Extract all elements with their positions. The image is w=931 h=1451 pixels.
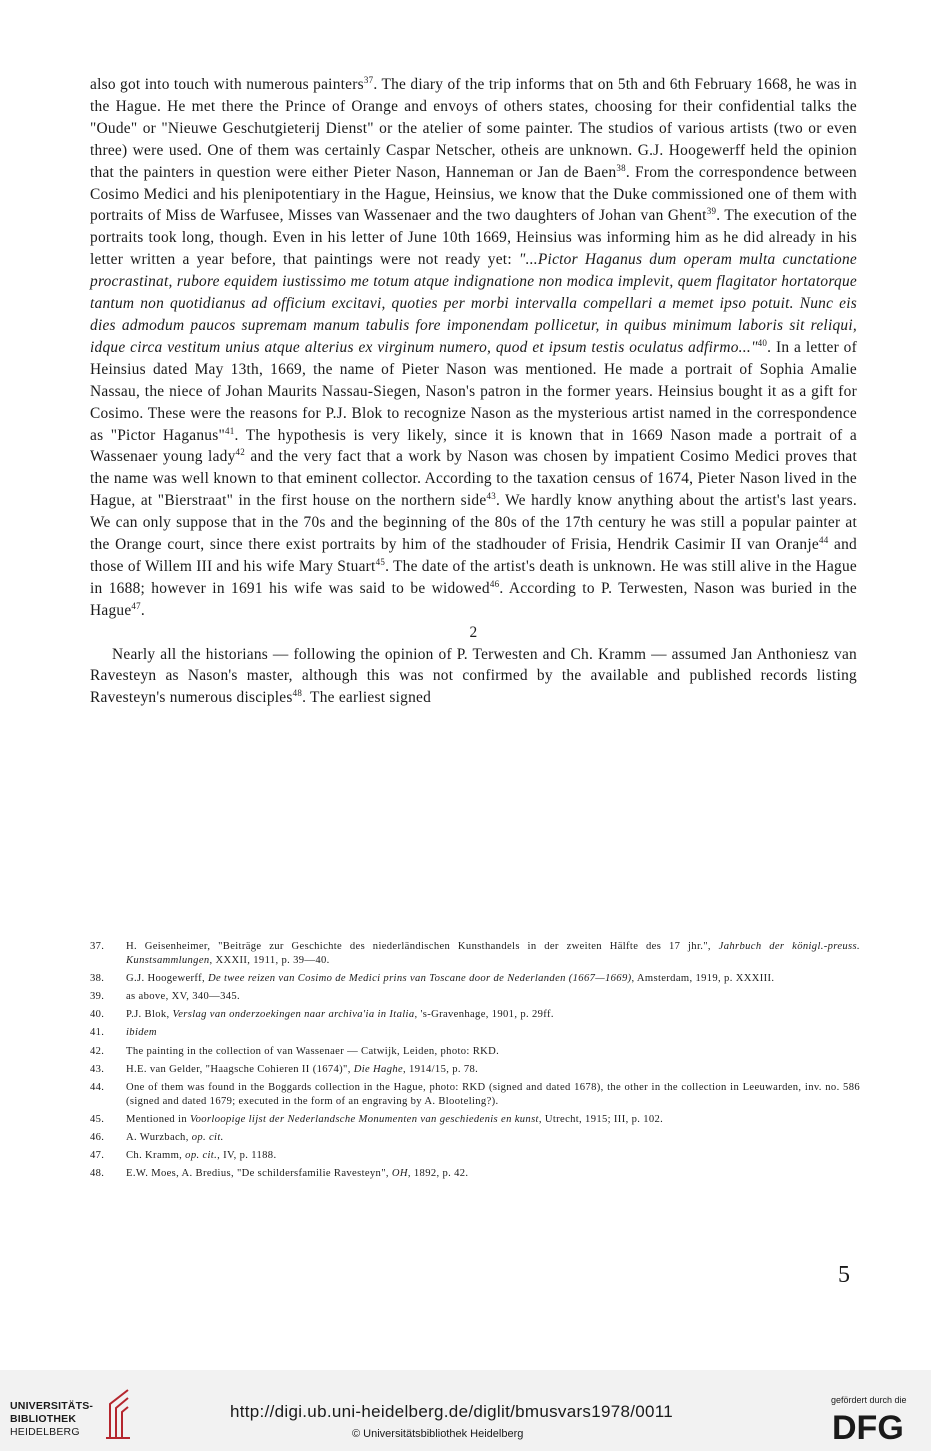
footnote (90, 1081, 860, 1109)
footnote-number: 45. (90, 1113, 105, 1125)
footnote-text: One of them was found in the Boggards collection in the Hague, photo: RKD (signed and dated 1678), the other in the collection in Leeuwarden, inv. no. 586 (signed and dated 1679; executed in the form of an engraving by A. Blooteling?). (126, 1081, 860, 1107)
footnote (90, 1167, 860, 1181)
footnote-number: 37. (90, 941, 105, 952)
library-name-line3: HEIDELBERG (10, 1426, 80, 1438)
footnote-ref[interactable]: 44 (818, 535, 829, 546)
footnote (90, 1026, 860, 1040)
footnote-number: 40. (90, 1009, 105, 1021)
footnote-number: 48. (90, 1168, 105, 1180)
paragraph-2 (90, 644, 857, 710)
footnote-title: Jahrbuch der königl.-preuss. Kunstsammlungen (126, 941, 860, 967)
footnote (90, 1008, 860, 1022)
footnote-ref[interactable]: 47 (131, 600, 141, 611)
footnote-number: 46. (90, 1132, 105, 1144)
dfg-logo-text: DFG (832, 1409, 904, 1443)
text-span: . According to P. Terwesten, Nason was buried in the Hague (90, 579, 857, 619)
footnote-title: Die Haghe (353, 1063, 404, 1075)
footnote-number: 42. (90, 1045, 105, 1057)
footnote-ref[interactable]: 41 (225, 425, 235, 436)
footnote-title: Voorloopige lijst der Nederlandsche Monumenten van geschiedenis en kunst (190, 1113, 539, 1125)
footnote-title: OH (391, 1168, 408, 1180)
text-span: . The date of the artist's death is unknown. He was still alive in the Hague in 1688; however in 1691 his wife was said to be widowed (90, 557, 857, 597)
footnote (90, 940, 860, 968)
library-logo[interactable] (10, 1400, 210, 1446)
footnote-text: H.E. van Gelder, "Haagsche Cohieren II (1674)", (126, 1063, 354, 1075)
footnote-text: Mentioned in (126, 1113, 190, 1125)
footnote-ref[interactable]: 43 (486, 491, 496, 502)
footnote-ref[interactable]: 45 (375, 556, 386, 567)
footnote-number: 41. (90, 1027, 105, 1039)
section-number: 2 (469, 623, 478, 641)
footnote (90, 1131, 860, 1145)
footnote-text: Ch. Kramm, (126, 1150, 186, 1162)
footnote-text: A. Wurzbach, (126, 1132, 192, 1144)
text-span: . (140, 601, 146, 619)
footnote-text: E.W. Moes, A. Bredius, "De schildersfamilie Ravesteyn", (126, 1168, 392, 1180)
footnote-ref[interactable]: 46 (489, 578, 500, 589)
dfg-caption: gefördert durch die (831, 1395, 907, 1405)
text-span: . In a letter of Heinsius dated May 13th, 1669, the name of Pieter Nason was mentioned. He made a portrait of Sophia Amalie Nassau, the niece of Johan Maurits Nassau-Siegen, Nason's patron in the former years. Heinsius bought it as a gift for Cosimo. These were the reasons for P.J. Blok to recognize Nason as the mysterious artist named in the correspondence as "Pictor Haganus" (90, 338, 858, 444)
text-span: . From the correspondence between Cosimo Medici and his plenipotentiary in the Hague, Heinsius, we know that the Duke commissioned one of them with portraits of Miss de Warfusee, Misses van Wassenaer and the two daughters of Johan van Ghent (90, 163, 858, 225)
footnote-ref[interactable]: 42 (235, 447, 246, 458)
footnote-ref[interactable]: 40 (757, 337, 768, 348)
text-span: and those of Willem III and his wife Mary Stuart (90, 536, 857, 575)
footnote-ref[interactable]: 48 (292, 688, 303, 699)
viewer-footer (0, 1370, 931, 1451)
footnote-ref[interactable]: 37 (363, 75, 374, 85)
footnote-text: H. Geisenheimer, "Beiträge zur Geschichte des niederländischen Kunsthandels in der zweiten Hälfte des 17 jhr.", (126, 941, 719, 952)
footnote-text: , 1892, p. 42. (407, 1168, 469, 1180)
text-span: . The earliest signed (302, 689, 432, 707)
footnote (90, 1063, 860, 1077)
footnote-number: 44. (90, 1081, 105, 1093)
dfg-logo-icon[interactable] (830, 1407, 918, 1443)
footnote-text: , 's-Gravenhage, 1901, p. 29ff. (414, 1009, 554, 1021)
text-span: . We hardly know anything about the artist's last years. We can only suppose that in the 70s and the beginning of the 80s of the 17th century he was still a popular painter at the Orange court, since there exist portraits by him of the stadhouder of Frisia, Hendrik Casimir II van Oranje (90, 492, 857, 554)
text-span: . The diary of the trip informs that on 5th and 6th February 1668, he was in the Hague. He met there the Prince of Orange and envoys of others states, choosing for their confidential talks the "Oude" or "Nieuwe Geschutgieterij Dienst" or the atelier of some painter. The studios of various artists (two or even three) were used. One of them was certainly Caspar Netscher, otheis are unknown. G.J. Hoogewerff held the opinion that the painters in question were either Pieter Nason, Hanneman or Jan de Baen (90, 76, 857, 181)
footnote-text: , 1914/15, p. 78. (403, 1063, 479, 1075)
page-number: 5 (838, 1262, 850, 1288)
footnote-text: The painting in the collection of van Wassenaer — Catwijk, Leiden, photo: RKD. (126, 1045, 500, 1057)
footnote-title: op. cit. (185, 1150, 218, 1162)
text-span: also got into touch with numerous painters (90, 76, 364, 93)
permalink-url[interactable]: http://digi.ub.uni-heidelberg.de/diglit/bmusvars1978/0011 (230, 1402, 674, 1421)
footnote-title: op. cit. (191, 1132, 224, 1144)
library-name-line1: UNIVERSITÄTS- (10, 1400, 94, 1412)
footnote-number: 39. (90, 991, 105, 1003)
footnote (90, 990, 860, 1004)
footnote-text: as above, XV, 340—345. (126, 991, 241, 1003)
footnote-text: , Utrecht, 1915; III, p. 102. (538, 1113, 664, 1125)
footnote-ref[interactable]: 39 (706, 206, 717, 217)
footnote (90, 972, 860, 986)
text-span: . The execution of the portraits took long, though. Even in his letter of June 10th 1669, Heinsius was informing him as he did already in his letter written a year before, that paintings were not ready yet: (90, 207, 857, 269)
footnote-text: G.J. Hoogewerff, (126, 973, 208, 985)
footnotes (90, 940, 860, 1185)
footnote-text: P.J. Blok, (126, 1009, 173, 1021)
footnote-text: , Amsterdam, 1919, p. XXXIII. (631, 973, 775, 985)
library-name-line2: BIBLIOTHEK (10, 1413, 77, 1425)
paragraph-1 (90, 74, 857, 622)
footnote (90, 1149, 860, 1163)
footnote-title: De twee reizen van Cosimo de Medici prins van Toscane door de Nederlanden (1667—1669) (207, 973, 632, 985)
latin-quote: "...Pictor Haganus dum operam multa cunctatione procrastinat, rubore equidem iustissimo me totum atque indignatione non modica implevit, quem flagitator hortatorque tantum non quotidianus ad officium excitavi, quoties per morbi intervalla compellari a memet ipso potuit. Nunc eis dies admodum paucos supremam manum tabulis fore imponendam pollicetur, in quibus minimum laboris sit reliqui, idque circa vestitum unius atque alterius ex virginum numero, quod et ipsum testis oculatus adfirmo..." (90, 251, 858, 356)
body-text (90, 74, 857, 709)
footnote-text: , IV, p. 1188. (217, 1150, 277, 1162)
text-span: Nearly all the historians — following the opinion of P. Terwesten and Ch. Kramm — assumed Jan Anthoniesz van Ravesteyn as Nason's master, although this was not confirmed by the available and published records listing Ravesteyn's numerous disciples (90, 645, 857, 707)
footnote-ref[interactable]: 38 (616, 162, 626, 173)
footnote-title: Verslag van onderzoekingen naar archiva'ia in Italia (172, 1009, 415, 1021)
library-emblem-icon (102, 1388, 134, 1440)
footnote (90, 1045, 860, 1059)
footnote-number: 38. (90, 973, 105, 985)
footnote-number: 47. (90, 1150, 105, 1162)
footnote-title: ibidem (126, 1027, 157, 1039)
footnote (90, 1113, 860, 1127)
footnote-number: 43. (90, 1063, 105, 1075)
text-span: and the very fact that a work by Nason was chosen by impatient Cosimo Medici proves that the name was well known to that eminent collector. According to the taxation census of 1674, Pieter Nason lived in the Hague, at "Bierstraat" in the first house on the northern side (90, 448, 858, 510)
text-span: . The hypothesis is very likely, since it is known that in 1669 Nason made a portrait of a Wassenaer young lady (90, 426, 857, 466)
footnote-text: , XXXII, 1911, p. 39—40. (209, 955, 330, 967)
copyright-notice: © Universitätsbibliothek Heidelberg (352, 1428, 524, 1440)
